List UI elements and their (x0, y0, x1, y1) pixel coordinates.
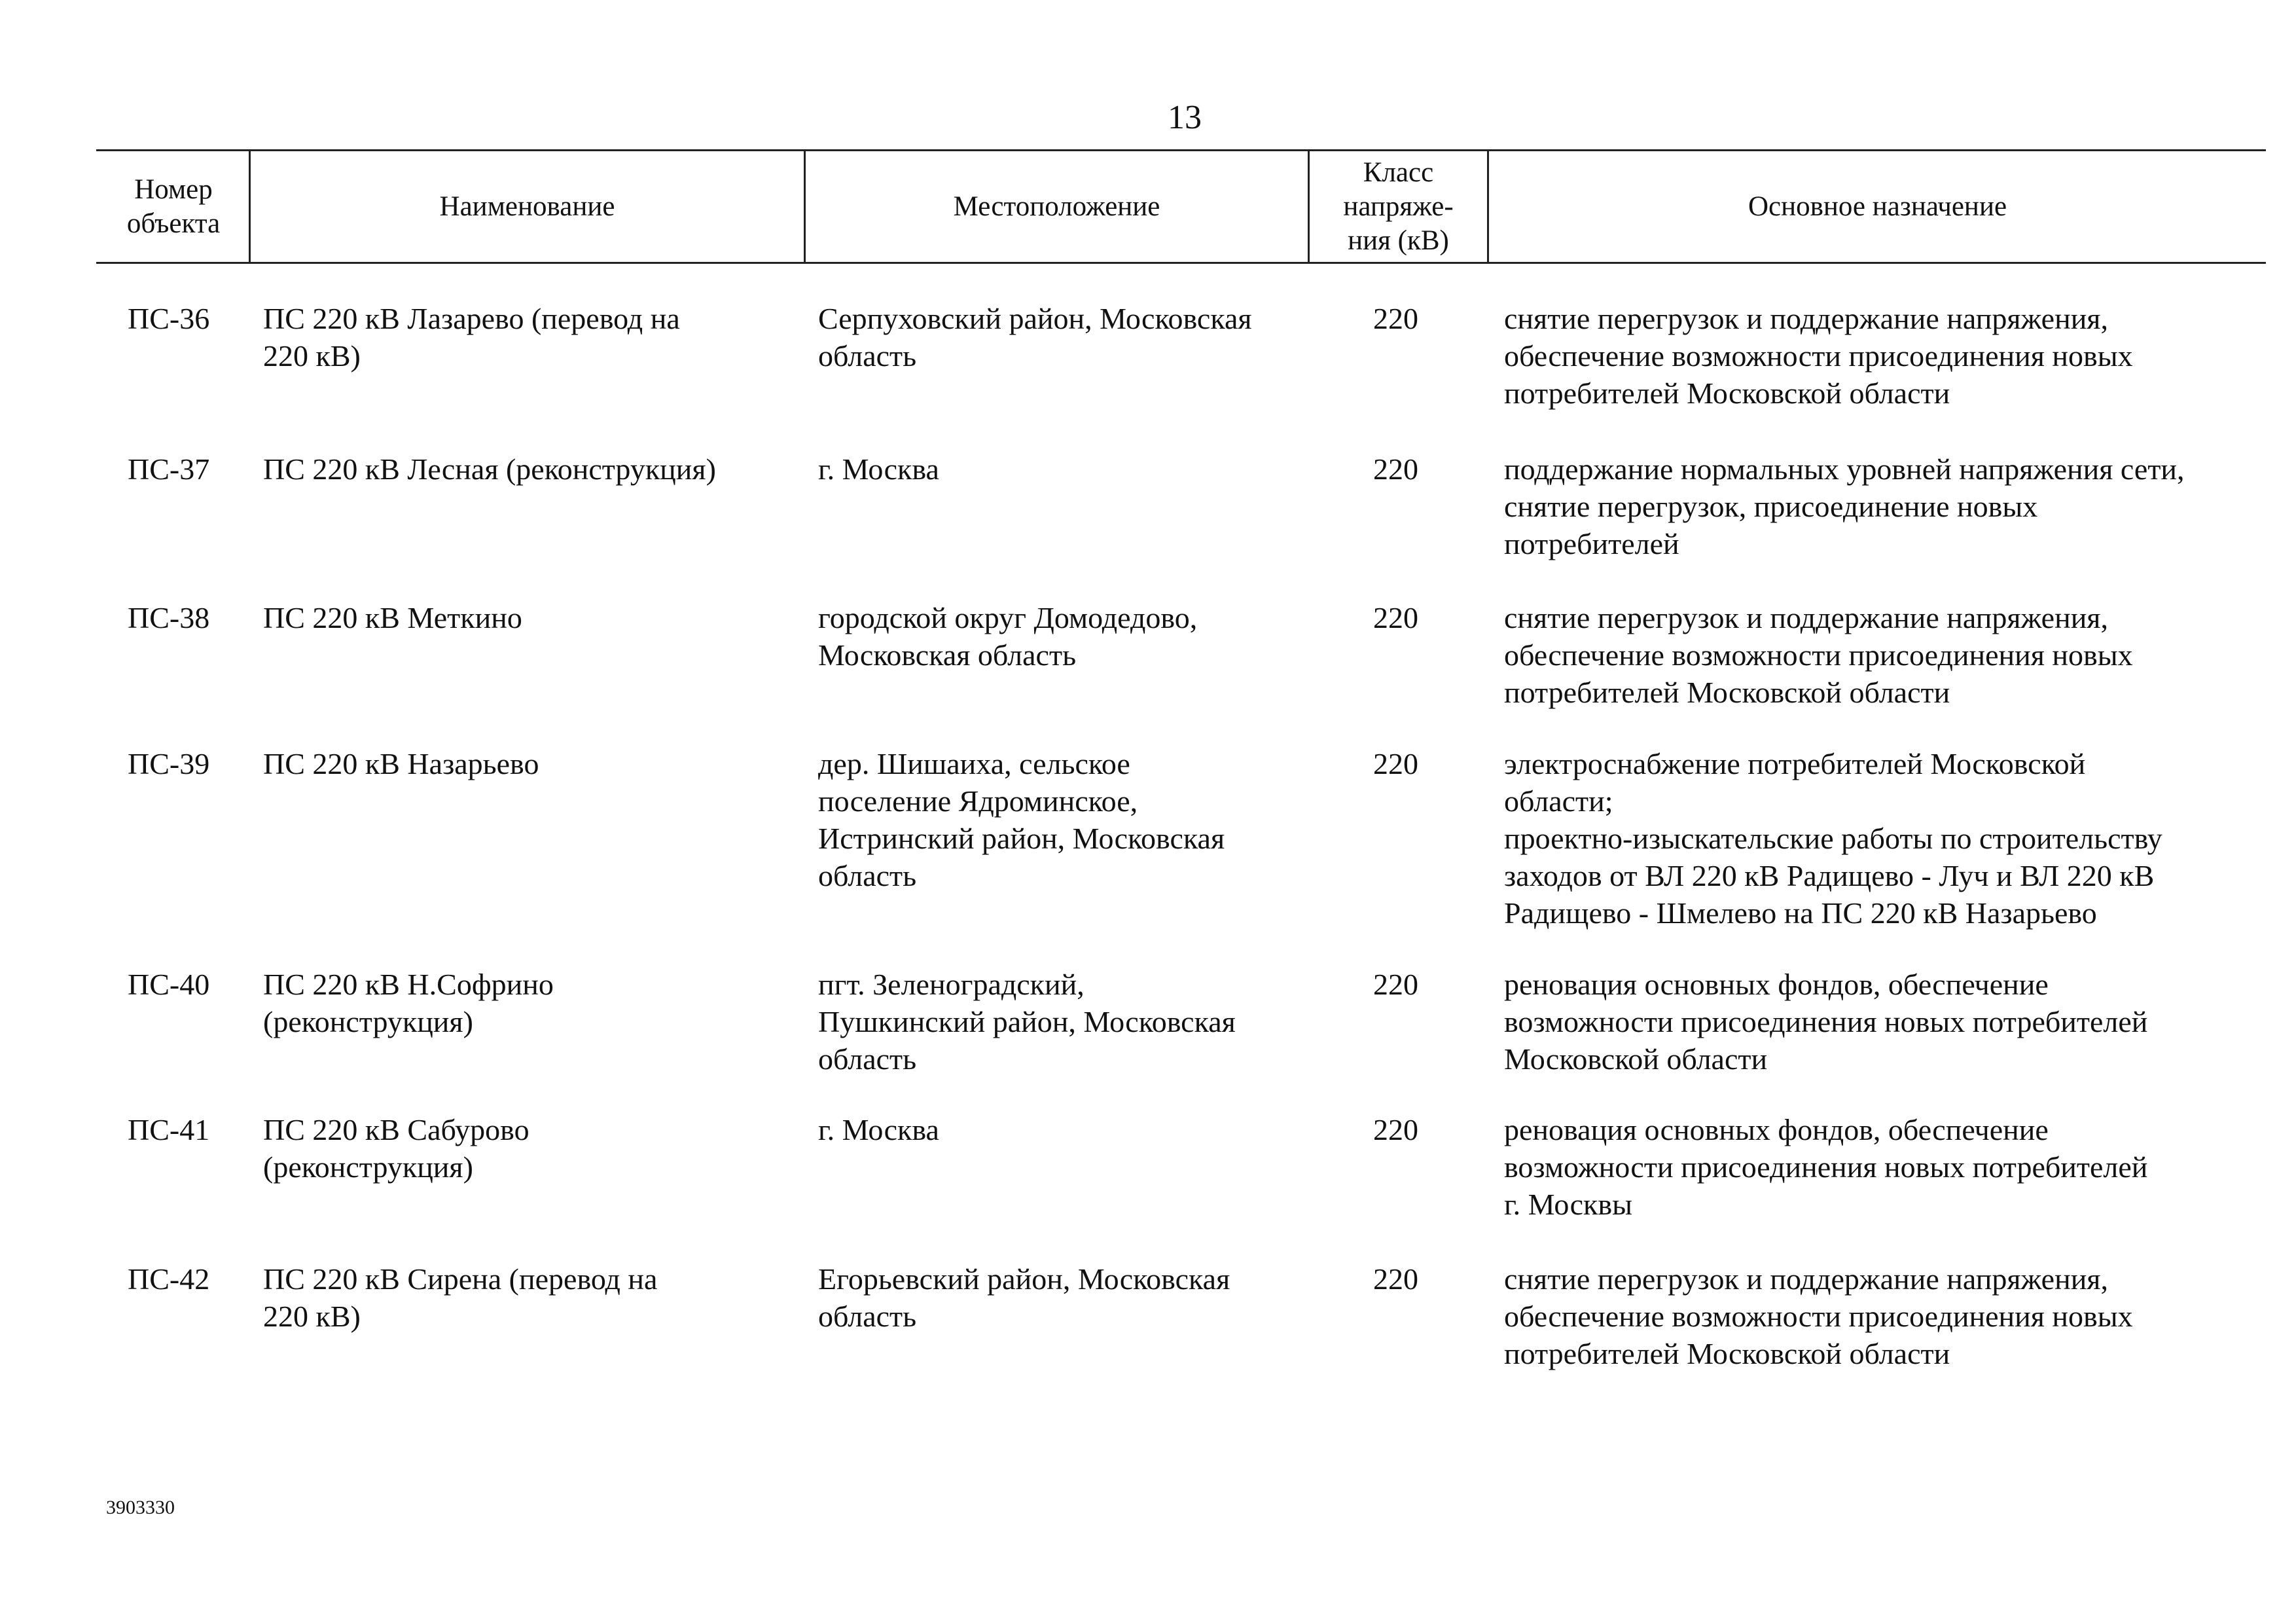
cell-voltage: 220 (1373, 1262, 1418, 1296)
cell-voltage: 220 (1373, 302, 1418, 335)
table-header-rule (96, 262, 2266, 264)
cell-name: ПС 220 кВ Лазарево (перевод на 220 кВ) (263, 302, 680, 373)
document-code: 3903330 (106, 1497, 175, 1518)
cell-name: ПС 220 кВ Сирена (перевод на 220 кВ) (263, 1262, 658, 1333)
cell-location: Серпуховский район, Московская область (818, 302, 1252, 373)
cell-number: ПС-42 (128, 1262, 210, 1296)
cell-purpose: снятие перегрузок и поддержание напряжения, обеспечение возможности присоединения новых потребителей Московской области (1504, 601, 2133, 709)
cell-number: ПС-36 (128, 302, 210, 335)
cell-purpose: реновация основных фондов, обеспечение возможности присоединения новых потребителей г. Москвы (1504, 1113, 2148, 1221)
cell-purpose: снятие перегрузок и поддержание напряжения, обеспечение возможности присоединения новых потребителей Московской области (1504, 1262, 2133, 1370)
cell-location: Егорьевский район, Московская область (818, 1262, 1230, 1333)
cell-name: ПС 220 кВ Сабурово (реконструкция) (263, 1113, 529, 1184)
cell-purpose: снятие перегрузок и поддержание напряжения, обеспечение возможности присоединения новых потребителей Московской области (1504, 302, 2133, 410)
cell-location: дер. Шишаиха, сельское поселение Ядроминское, Истринский район, Московская область (818, 747, 1225, 892)
cell-voltage: 220 (1373, 968, 1418, 1001)
cell-voltage: 220 (1373, 747, 1418, 780)
cell-voltage: 220 (1373, 601, 1418, 634)
cell-number: ПС-40 (128, 968, 210, 1001)
page-number: 13 (1168, 99, 1202, 136)
cell-purpose: поддержание нормальных уровней напряжения сети, снятие перегрузок, присоединение новых потребителей (1504, 452, 2185, 560)
cell-name: ПС 220 кВ Назарьево (263, 747, 539, 780)
cell-purpose: реновация основных фондов, обеспечение возможности присоединения новых потребителей Московской области (1504, 968, 2148, 1076)
cell-number: ПС-38 (128, 601, 210, 634)
cell-voltage: 220 (1373, 1113, 1418, 1146)
cell-location: пгт. Зеленоградский, Пушкинский район, Московская область (818, 968, 1236, 1076)
cell-purpose: электроснабжение потребителей Московской области; проектно-изыскательские работы по строительству заходов от ВЛ 220 кВ Радищево - Луч и ВЛ 220 кВ Радищево - Шмелево на ПС 220 кВ Назарьево (1504, 747, 2162, 930)
cell-number: ПС-39 (128, 747, 210, 780)
header-voltage: Класс напряже- ния (кВ) (1343, 156, 1454, 256)
cell-location: г. Москва (818, 452, 939, 486)
cell-number: ПС-37 (128, 452, 210, 486)
header-purpose: Основное назначение (1748, 191, 2007, 222)
cell-name: ПС 220 кВ Меткино (263, 601, 522, 634)
header-name: Наименование (439, 191, 615, 222)
header-number: Номер объекта (126, 173, 221, 239)
cell-voltage: 220 (1373, 452, 1418, 486)
cell-location: г. Москва (818, 1113, 939, 1146)
header-location: Местоположение (953, 191, 1160, 222)
cell-name: ПС 220 кВ Лесная (реконструкция) (263, 452, 716, 486)
cell-number: ПС-41 (128, 1113, 210, 1146)
cell-location: городской округ Домодедово, Московская область (818, 601, 1198, 672)
cell-name: ПС 220 кВ Н.Софрино (реконструкция) (263, 968, 554, 1038)
